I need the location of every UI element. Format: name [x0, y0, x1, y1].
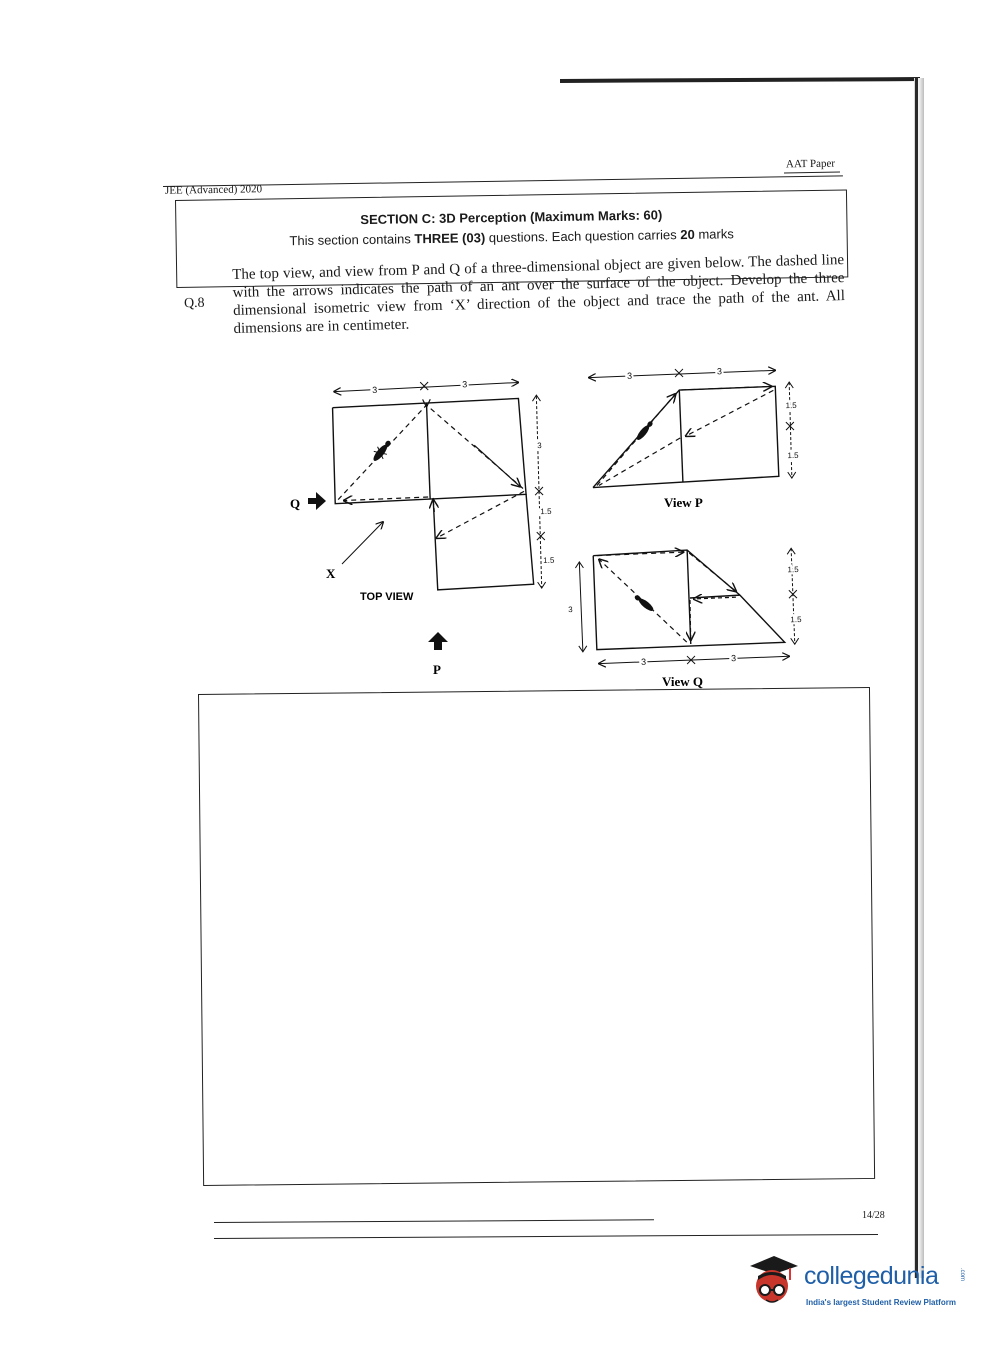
view-q-label: View Q — [662, 674, 704, 689]
section-title: SECTION C: 3D Perception (Maximum Marks: 60) — [360, 207, 663, 228]
page-number: 14/28 — [862, 1210, 885, 1221]
view-q-dim-bottom-left: 3 — [640, 656, 647, 667]
brand-suffix: .com — [959, 1268, 965, 1282]
view-p-outline — [591, 386, 779, 487]
view-p-ant-icon — [635, 420, 654, 442]
view-p-dim-left: 3 — [626, 370, 633, 381]
section-description: This section contains THREE (03) questions. Each question carries 20 marks — [289, 226, 734, 249]
x-label: X — [326, 566, 336, 581]
view-q-dim-left: 3 — [568, 605, 573, 615]
view-q-dim-bottom-right: 3 — [730, 653, 737, 664]
top-view-label: TOP VIEW — [360, 591, 414, 603]
p-direction-arrow-icon — [428, 632, 448, 650]
top-view-dim-right: 3 — [462, 379, 468, 390]
brand-name: collegedunia — [804, 1262, 939, 1290]
top-view-dim-left: 3 — [372, 384, 378, 395]
view-q-dim-r1: 1.5 — [787, 565, 799, 575]
top-view-dim-r1: 3 — [537, 441, 542, 451]
top-view-dim-r2: 1.5 — [540, 506, 552, 517]
view-p-figure — [589, 365, 800, 488]
view-q-figure — [567, 548, 803, 668]
x-direction-arrow-icon — [342, 522, 383, 564]
question-number: Q.8 — [183, 295, 205, 312]
view-q-dim-r2: 1.5 — [790, 615, 802, 625]
top-view-ant-path — [337, 403, 525, 499]
view-p-dim-r2: 1.5 — [787, 450, 799, 461]
collegedunia-logo-icon — [744, 1252, 800, 1312]
paper-label: AAT Paper — [785, 157, 836, 171]
top-view-lower-rect — [433, 494, 534, 590]
top-view-dim-r3: 1.5 — [543, 555, 555, 566]
q-direction-arrow-icon — [308, 492, 326, 510]
view-p-dim-right: 3 — [716, 366, 723, 377]
question-text: The top view, and view from P and Q of a three-dimensional object are given below. The dashed line with the arrows indicates the path of an ant over the surface of the object. Develop the three dimensional isometric view from ‘X’ direction of the object and trace the path of the ant. All dimensions are in centimeter. — [232, 252, 846, 337]
view-p-dim-r1: 1.5 — [785, 400, 797, 411]
brand-tagline: India's largest Student Review Platform — [806, 1298, 956, 1307]
exam-title: JEE (Advanced) 2020 — [164, 183, 263, 197]
view-q-ant-icon — [633, 593, 655, 612]
top-view-figure — [332, 378, 555, 592]
p-label: P — [433, 662, 441, 677]
q-label: Q — [290, 496, 301, 511]
view-p-label: View P — [664, 495, 703, 510]
ant-icon — [369, 437, 394, 464]
answer-box[interactable] — [198, 687, 875, 1186]
